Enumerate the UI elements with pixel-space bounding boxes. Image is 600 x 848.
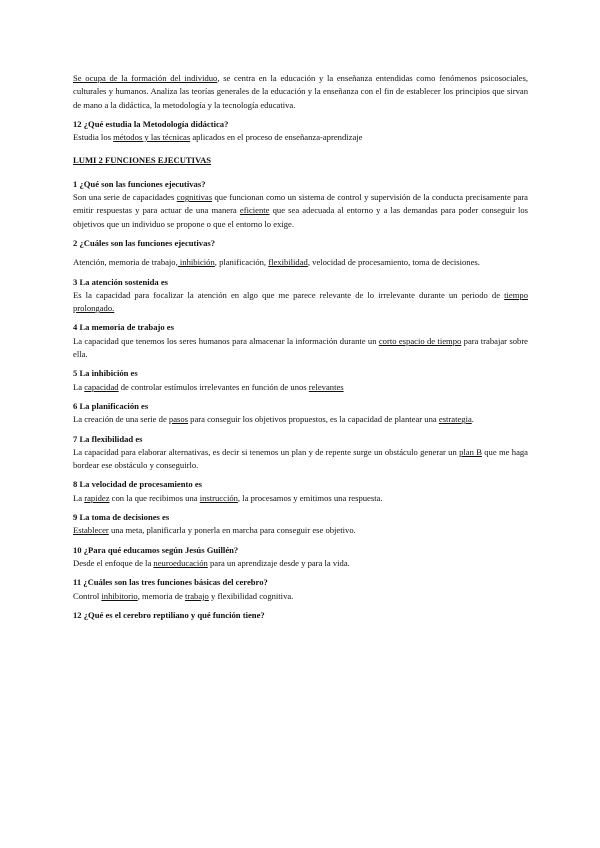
answer-paragraph: Control inhibitorio, memoria de trabajo y flexibilidad cognitiva. [73, 590, 294, 601]
question-heading: 3 La atención sostenida es [73, 276, 169, 287]
answer-paragraph: Desde el enfoque de la neuroeducación para un aprendizaje desde y para la vida. [73, 557, 350, 568]
section-title: LUMI 2 FUNCIONES EJECUTIVAS [73, 155, 212, 166]
underlined-text: pasos [168, 414, 189, 425]
underlined-text: métodos y las técnicas [113, 132, 191, 143]
answer-paragraph: Son una serie de capacidades cognitivas que funcionan como un sistema de control y supervisión de la conducta precisamente para emitir respuestas y para actuar de una manera eficiente que sea adecuada al entorno y a las demandas para poder conseguir los objetivos que un individuo se propone o que el entorno lo exige. [73, 192, 528, 229]
question-heading: 2 ¿Cuáles son las funciones ejecutivas? [73, 237, 216, 248]
answer-paragraph: La rapidez con la que recibimos una instrucción, la procesamos y emitimos una respuesta. [73, 492, 383, 503]
underlined-text: inhibición [177, 257, 215, 268]
intro-paragraph: Se ocupa de la formación del individuo, se centra en la educación y la enseñanza entendidas como fenómenos psicosociales, culturales y humanos. Analiza las teorías generales de la educación y la enseñanza con el fin de establecer los principios que sirvan de mano a la didáctica, la metodología y la tecnología educativa. [73, 73, 528, 110]
underlined-text: neuroeducación [153, 557, 208, 568]
question-heading: 5 La inhibición es [73, 368, 138, 379]
answer-paragraph: Es la capacidad para focalizar la atención en algo que me parece relevante de lo irrelevante durante un periodo de tiempo prolongado. [73, 289, 528, 314]
question-heading: 8 La velocidad de procesamiento es [73, 479, 202, 490]
question-heading: 7 La flexibilidad es [73, 433, 143, 444]
underlined-text: eficiente [239, 205, 270, 216]
underlined-text: corto espacio de tiempo [378, 335, 462, 346]
underlined-text: plan B [459, 446, 482, 457]
underlined-text: instrucción [199, 492, 238, 503]
question-heading: 10 ¿Para qué educamos según Jesús Guillén? [73, 544, 239, 555]
underlined-text: tiempo prolongado. [73, 289, 528, 314]
underlined-text: Establecer [73, 525, 109, 536]
answer-paragraph: Establecer una meta, planificarla y ponerla en marcha para conseguir ese objetivo. [73, 525, 356, 536]
question-heading: 11 ¿Cuáles son las tres funciones básicas del cerebro? [73, 577, 268, 588]
document-page [73, 72, 528, 622]
underlined-text: estrategia [438, 414, 472, 425]
question-heading: 4 La memoria de trabajo es [73, 322, 174, 333]
answer-paragraph: La creación de una serie de pasos para conseguir los objetivos propuestos, es la capacidad de plantear una estrategia. [73, 414, 474, 425]
answer-paragraph: Atención, memoria de trabajo, inhibición, planificación, flexibilidad, velocidad de procesamiento, toma de decisiones. [73, 257, 480, 268]
answer-paragraph: La capacidad de controlar estímulos irrelevantes en función de unos relevantes [73, 381, 344, 392]
underlined-text: Se ocupa de la formación del individuo [73, 73, 218, 83]
underlined-text: relevantes [308, 381, 344, 392]
question-heading: 6 La planificación es [73, 400, 149, 411]
underlined-text: capacidad [84, 381, 119, 392]
underlined-text: trabajo [184, 590, 209, 601]
answer-paragraph: La capacidad para elaborar alternativas, es decir si tenemos un plan y de repente surge un obstáculo generar un plan B que me haga bordear ese obstáculo y conseguirlo. [73, 446, 528, 471]
question-heading: 1 ¿Qué son las funciones ejecutivas? [73, 178, 206, 189]
answer-paragraph: Estudia los métodos y las técnicas aplicados en el proceso de enseñanza-aprendizaje [73, 132, 363, 143]
underlined-text: flexibilidad [268, 257, 308, 268]
answer-paragraph: La capacidad que tenemos los seres humanos para almacenar la información durante un corto espacio de tiempo para trabajar sobre ella. [73, 335, 528, 360]
question-heading: 12 ¿Qué es el cerebro reptiliano y qué función tiene? [73, 609, 265, 620]
question-heading: 9 La toma de decisiones es [73, 512, 170, 523]
underlined-text: inhibitorio [101, 590, 138, 601]
question-heading: 12 ¿Qué estudia la Metodología didáctica? [73, 118, 229, 129]
underlined-text: cognitivas [176, 192, 213, 203]
underlined-text: rapidez [84, 492, 110, 503]
